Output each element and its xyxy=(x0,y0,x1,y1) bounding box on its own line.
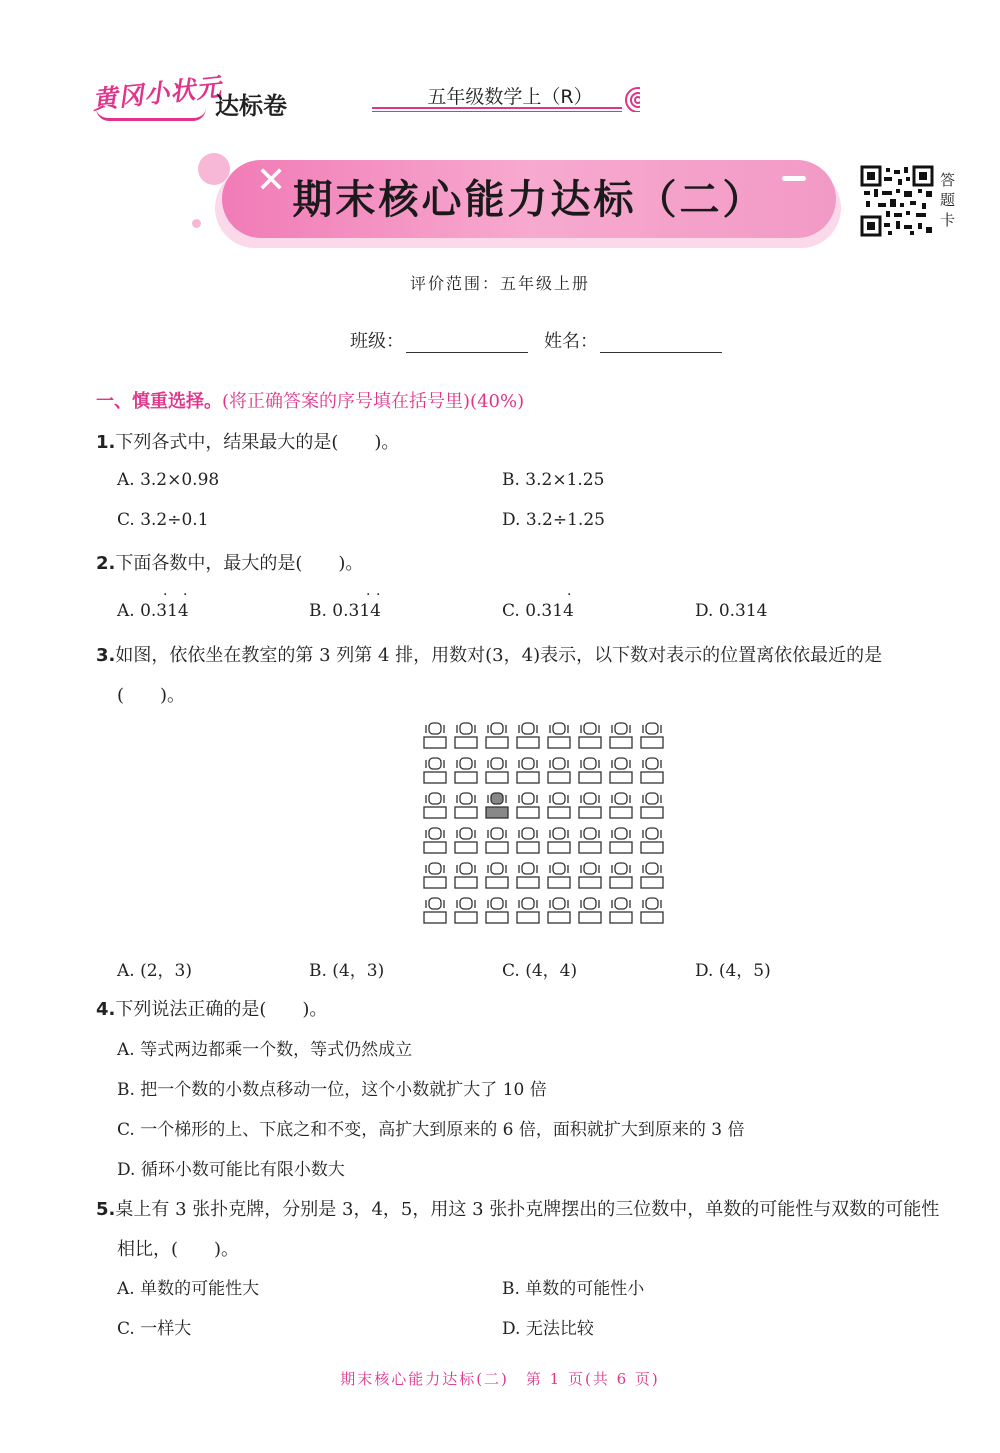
seat xyxy=(579,898,601,923)
seat-highlighted xyxy=(486,793,508,818)
seat xyxy=(517,793,539,818)
seat xyxy=(548,793,570,818)
q1-option-a[interactable]: A. 3.2×0.98 xyxy=(117,470,220,490)
question-number: 3. xyxy=(96,645,116,666)
seat xyxy=(610,758,632,783)
seat xyxy=(424,723,446,748)
seat xyxy=(424,898,446,923)
qr-label: 答题卡 xyxy=(940,171,956,229)
qr-code-icon[interactable] xyxy=(860,165,934,237)
page-title: 期末核心能力达标（二） xyxy=(292,177,766,223)
seat xyxy=(610,898,632,923)
section-heading xyxy=(96,387,524,413)
decor-dot xyxy=(192,219,201,228)
seat xyxy=(455,898,477,923)
question-text: 桌上有 3 张扑克牌，分别是 3，4，5，用这 3 张扑克牌摆出的三位数中，单数的可能性与双数的可能性 xyxy=(115,1199,940,1220)
q5-option-a[interactable]: A. 单数的可能性大 xyxy=(117,1279,260,1299)
seat xyxy=(455,863,477,888)
question-5-cont: 相比，( )。 xyxy=(117,1239,240,1260)
q2-option-c[interactable]: C. 0.314 xyxy=(502,601,574,621)
question-3 xyxy=(96,641,882,667)
question-number: 2. xyxy=(96,553,116,574)
seat xyxy=(641,828,663,853)
q1-option-c[interactable]: C. 3.2÷0.1 xyxy=(117,510,209,530)
question-3-cont: ( )。 xyxy=(117,685,186,706)
seat xyxy=(641,723,663,748)
seat xyxy=(610,793,632,818)
section-note: (将正确答案的序号填在括号里)(40%) xyxy=(222,391,525,412)
name-label: 姓名： xyxy=(544,331,598,352)
q3-option-c[interactable]: C. (4，4) xyxy=(502,961,578,981)
q4-option-a[interactable]: A. 等式两边都乘一个数，等式仍然成立 xyxy=(117,1040,413,1060)
question-text: 下列说法正确的是( )。 xyxy=(115,999,328,1020)
section-title: 一、慎重选择。 xyxy=(96,391,222,412)
q5-option-c[interactable]: C. 一样大 xyxy=(117,1319,192,1339)
seat xyxy=(517,898,539,923)
q4-option-c[interactable]: C. 一个梯形的上、下底之和不变，高扩大到原来的 6 倍，面积就扩大到原来的 3 倍 xyxy=(117,1120,745,1140)
q5-option-d[interactable]: D. 无法比较 xyxy=(502,1319,594,1339)
seat xyxy=(424,828,446,853)
seat xyxy=(548,863,570,888)
q3-option-a[interactable]: A. (2，3) xyxy=(117,961,192,981)
name-blank[interactable] xyxy=(600,334,722,353)
seat xyxy=(517,828,539,853)
name-field xyxy=(544,327,722,353)
seat xyxy=(486,828,508,853)
q2-option-d[interactable]: D. 0.314 xyxy=(695,601,768,621)
seat xyxy=(579,793,601,818)
q4-option-b[interactable]: B. 把一个数的小数点移动一位，这个小数就扩大了 10 倍 xyxy=(117,1080,547,1100)
seat xyxy=(424,793,446,818)
q2-option-a[interactable]: A. 0.314 xyxy=(117,601,189,621)
question-1 xyxy=(96,428,399,454)
seat xyxy=(579,828,601,853)
seat xyxy=(486,863,508,888)
seat xyxy=(455,793,477,818)
seat xyxy=(579,863,601,888)
seat xyxy=(548,828,570,853)
question-text: 如图，依依坐在教室的第 3 列第 4 排，用数对(3，4)表示，以下数对表示的位置离依依最近的是 xyxy=(115,645,883,666)
q5-option-b[interactable]: B. 单数的可能性小 xyxy=(502,1279,645,1299)
seat xyxy=(486,898,508,923)
classroom-seating-diagram xyxy=(420,718,670,940)
seat xyxy=(641,793,663,818)
question-text: 下列各式中，结果最大的是( )。 xyxy=(115,432,400,453)
q1-option-b[interactable]: B. 3.2×1.25 xyxy=(502,470,605,490)
seat xyxy=(486,723,508,748)
seat xyxy=(610,828,632,853)
seat xyxy=(641,863,663,888)
seat xyxy=(610,863,632,888)
seat xyxy=(517,758,539,783)
seat xyxy=(455,758,477,783)
seat xyxy=(579,758,601,783)
question-number: 1. xyxy=(96,432,116,453)
brand-swoosh xyxy=(96,108,206,121)
q3-option-d[interactable]: D. (4，5) xyxy=(695,961,771,981)
question-4 xyxy=(96,995,327,1021)
q4-option-d[interactable]: D. 循环小数可能比有限小数大 xyxy=(117,1160,345,1180)
question-text: 下面各数中，最大的是( )。 xyxy=(115,553,364,574)
scope-line: 评价范围：五年级上册 xyxy=(409,274,590,293)
class-blank[interactable] xyxy=(406,334,528,353)
seat xyxy=(548,723,570,748)
seat xyxy=(517,863,539,888)
class-label: 班级： xyxy=(350,331,404,352)
brand-logo: 黄冈小状元 xyxy=(90,72,224,115)
repeat-dot: · xyxy=(163,587,168,603)
seat xyxy=(486,758,508,783)
decor-cross-icon: ✕ xyxy=(256,160,287,201)
page-footer: 期末核心能力达标(二) 第 1 页(共 6 页) xyxy=(340,1370,660,1388)
question-number: 4. xyxy=(96,999,116,1020)
seat xyxy=(579,723,601,748)
question-number: 5. xyxy=(96,1199,116,1220)
repeat-dot: · xyxy=(366,587,371,603)
class-field xyxy=(350,327,528,353)
seat xyxy=(424,863,446,888)
seat xyxy=(424,758,446,783)
seat xyxy=(641,758,663,783)
seat xyxy=(455,723,477,748)
q1-option-d[interactable]: D. 3.2÷1.25 xyxy=(502,510,605,530)
question-2 xyxy=(96,549,363,575)
repeat-dot: · xyxy=(183,587,188,603)
seat xyxy=(548,898,570,923)
repeat-dot: · xyxy=(376,587,381,603)
q2-option-b[interactable]: B. 0.314 xyxy=(309,601,381,621)
seat xyxy=(641,898,663,923)
grade-label: 五年级数学上（R） xyxy=(427,86,593,108)
seat xyxy=(548,758,570,783)
seat xyxy=(610,723,632,748)
series-name: 达标卷 xyxy=(215,92,287,120)
question-5 xyxy=(96,1195,939,1221)
q3-option-b[interactable]: B. (4，3) xyxy=(309,961,385,981)
seat xyxy=(455,828,477,853)
seat xyxy=(517,723,539,748)
repeat-dot: · xyxy=(567,587,572,603)
